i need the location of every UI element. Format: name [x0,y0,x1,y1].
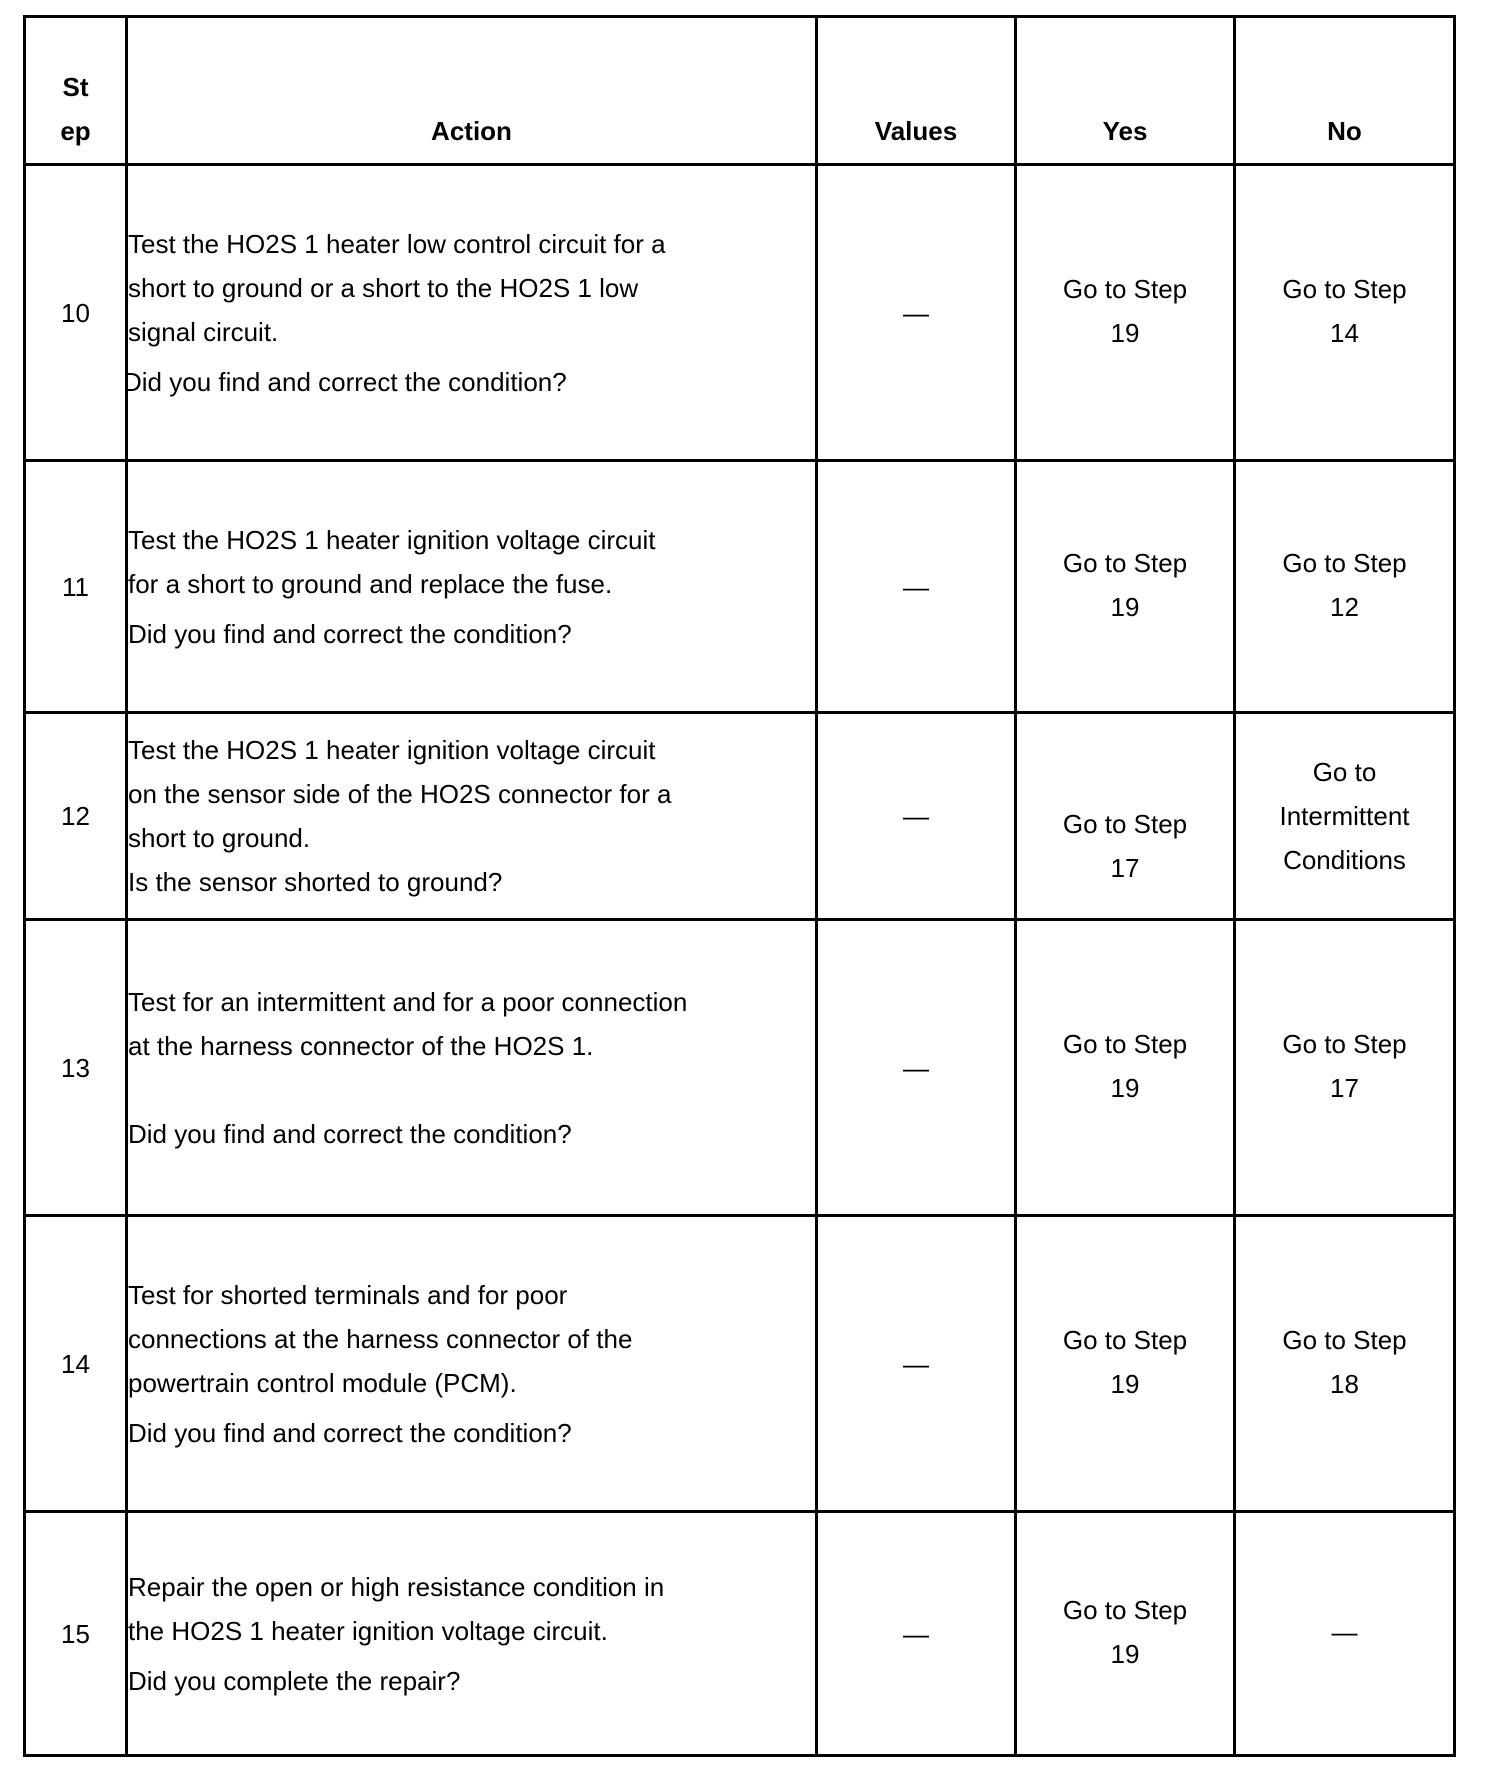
action-line: for a short to ground and replace the fuse. [128,568,613,599]
yes-cell: Go to Step 19 [1016,461,1235,713]
action-line: connections at the harness connector of the [128,1323,633,1354]
values-cell: — [817,1512,1016,1756]
table-row [25,1216,1455,1512]
step-number: 11 [25,461,127,713]
action-cell [127,461,817,713]
step-number: 12 [25,713,127,920]
yes-cell: Go to Step 17 [1016,713,1235,920]
diagnostic-table [23,15,1456,1757]
yes-header: Yes [1016,17,1235,165]
action-line: Test the HO2S 1 heater ignition voltage circuit [128,524,656,555]
table-row [25,713,1455,920]
action-question: Did you find and correct the condition? [128,1118,572,1149]
action-line: Test the HO2S 1 heater ignition voltage circuit [128,735,656,765]
no-cell: Go to Step 12 [1235,461,1455,713]
action-line: signal circuit. [128,316,279,347]
action-cell [127,713,817,920]
table-row [25,461,1455,713]
no-cell: Go to Intermittent Conditions [1235,713,1455,920]
no-header: No [1235,17,1455,165]
table-row [25,1512,1455,1756]
step-number: 14 [25,1216,127,1512]
values-cell: — [817,461,1016,713]
action-line: on the sensor side of the HO2S connector for a [128,779,672,809]
action-line: short to ground. [128,823,311,853]
step-number: 10 [25,165,127,461]
action-question: Did you find and correct the condition? [123,366,567,397]
action-question: Is the sensor shorted to ground? [128,867,503,897]
step-number: 15 [25,1512,127,1756]
no-cell: — [1235,1512,1455,1756]
action-line: Test the HO2S 1 heater low control circuit for a [128,228,666,259]
action-cell [123,165,817,461]
values-cell: — [817,920,1016,1216]
yes-cell: Go to Step 19 [1016,1512,1235,1756]
no-cell: Go to Step 17 [1235,920,1455,1216]
action-line: Test for shorted terminals and for poor [128,1279,568,1310]
table-row [25,920,1455,1216]
action-line: short to ground or a short to the HO2S 1 low [128,272,639,303]
action-question: Did you find and correct the condition? [128,1417,572,1448]
action-question: Did you find and correct the condition? [128,618,572,649]
table-row [25,165,1455,461]
step-number: 13 [25,920,127,1216]
yes-cell: Go to Step 19 [1016,165,1235,461]
action-cell [127,920,817,1216]
action-header: Action [127,17,817,165]
action-line: Repair the open or high resistance condition in [128,1571,665,1602]
values-cell: — [817,713,1016,920]
action-line: Test for an intermittent and for a poor connection [128,986,688,1017]
step-header: St ep [25,17,127,165]
action-question: Did you complete the repair? [128,1665,461,1696]
values-cell: — [817,165,1016,461]
yes-cell: Go to Step 19 [1016,1216,1235,1512]
action-cell [127,1216,817,1512]
values-header: Values [817,17,1016,165]
action-line: at the harness connector of the HO2S 1. [128,1030,594,1061]
yes-cell: Go to Step 19 [1016,920,1235,1216]
no-cell: Go to Step 18 [1235,1216,1455,1512]
header-row [25,17,1455,165]
values-cell: — [817,1216,1016,1512]
action-line: powertrain control module (PCM). [128,1367,517,1398]
no-cell: Go to Step 14 [1235,165,1455,461]
action-cell [127,1512,817,1756]
action-line: the HO2S 1 heater ignition voltage circuit. [128,1615,608,1646]
